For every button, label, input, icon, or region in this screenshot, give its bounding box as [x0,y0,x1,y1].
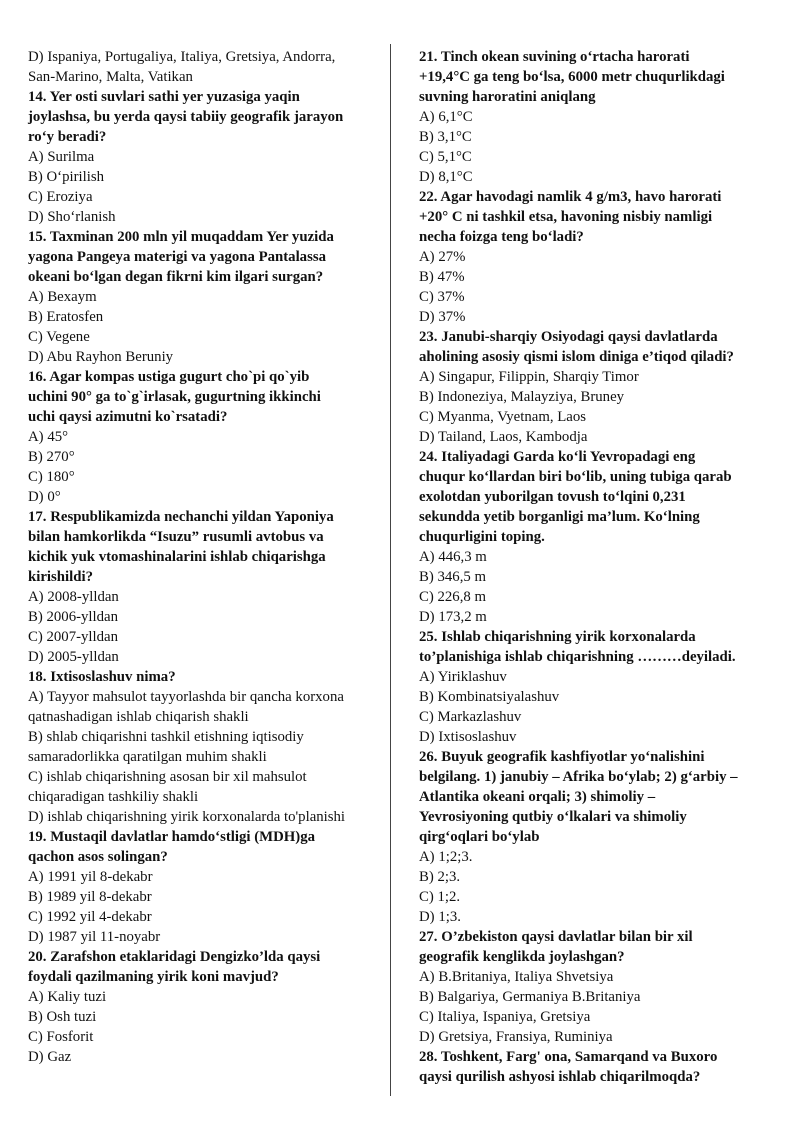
answer-option-line: D) Ixtisoslashuv [419,729,517,745]
answer-option-line: A) 45° [28,429,69,445]
answer-option-line: B) 2006-ylldan [28,609,119,625]
answer-option-line: C) Italiya, Ispaniya, Gretsiya [419,1009,591,1025]
answer-option-line: D) Abu Rayhon Beruniy [28,349,174,365]
answer-option-line: D) 1987 yil 11-noyabr [28,929,161,945]
answer-option-line: C) Markazlashuv [419,709,522,725]
question-text-line: +20° C ni tashkil etsa, havoning nisbiy namligi [419,209,713,225]
question-text-line: 27. O’zbekiston qaysi davlatlar bilan bir xil [419,929,693,945]
answer-option-line: D) Gaz [28,1049,72,1065]
question-text-line: kichik yuk vtomashinalarini ishlab chiqarishga [28,549,326,565]
question-text-line: +19,4°C ga teng bo‘lsa, 6000 metr chuqurlikdagi [419,69,725,85]
answer-option-line: D) 1;3. [419,909,461,925]
answer-option-line: D) 0° [28,489,61,505]
question-text-line: yagona Pangeya materigi va yagona Pantalassa [28,249,326,265]
question-text-line: okeani bo‘lgan degan fikrni kim ilgari surgan? [28,269,324,285]
answer-option-line: samaradorlikka qaratilgan muhim shakli [28,749,267,765]
answer-option-line: C) 37% [419,289,465,305]
question-text-line: 14. Yer osti suvlari sathi yer yuzasiga yaqin [28,89,300,105]
question-text-line: 15. Taxminan 200 mln yil muqaddam Yer yuzida [28,229,334,245]
answer-option-line: B) Eratosfen [28,309,104,325]
answer-option-line: A) Surilma [28,149,95,165]
answer-option-line: A) Tayyor mahsulot tayyorlashda bir qancha korxona [28,689,344,705]
answer-option-line: C) Eroziya [28,189,93,205]
question-text-line: uchini 90° ga to`g`irlasak, gugurtning ikkinchi [28,389,321,405]
answer-option-line: B) Balgariya, Germaniya B.Britaniya [419,989,641,1005]
answer-option-line: A) Yiriklashuv [419,669,507,685]
answer-option-line: D) Sho‘rlanish [28,209,116,225]
question-text-line: ro‘y beradi? [28,129,107,145]
question-text-line: necha foizga teng bo‘ladi? [419,229,584,245]
answer-option-line: A) 2008-ylldan [28,589,119,605]
answer-option-line: B) Kombinatsiyalashuv [419,689,560,705]
question-text-line: 25. Ishlab chiqarishning yirik korxonalarda [419,629,696,645]
answer-option-line: C) ishlab chiqarishning asosan bir xil mahsulot [28,769,307,785]
answer-option-line: C) Myanma, Vyetnam, Laos [419,409,586,425]
question-text-line: joylashsa, bu yerda qaysi tabiiy geografik jarayon [28,109,344,125]
question-text-line: 22. Agar havodagi namlik 4 g/m3, havo harorati [419,189,722,205]
question-text-line: 18. Ixtisoslashuv nima? [28,669,176,685]
answer-option-line: qatnashadigan ishlab chiqarish shakli [28,709,249,725]
question-text-line: 21. Tinch okean suvining o‘rtacha harorati [419,49,690,65]
answer-option-line: A) 6,1°C [419,109,473,125]
question-text-line: 28. Toshkent, Farg' ona, Samarqand va Buxoro [419,1049,718,1065]
question-text-line: foydali qazilmaning yirik koni mavjud? [28,969,279,985]
column-divider [390,44,391,1096]
answer-option-line: C) 1;2. [419,889,461,905]
answer-option-line: D) ishlab chiqarishning yirik korxonalarda to'planishi [28,809,346,825]
question-text-line: chuqur ko‘llardan biri bo‘lib, uning tubiga qarab [419,469,732,485]
question-text-line: 26. Buyuk geografik kashfiyotlar yo‘nalishini [419,749,705,765]
answer-option-line: B) Osh tuzi [28,1009,97,1025]
question-text-line: bilan hamkorlikda “Isuzu” rusumli avtobus va [28,529,324,545]
question-text-line: qaysi qurilish ashyosi ishlab chiqarilmoqda? [419,1069,701,1085]
answer-option-line: A) Bexaym [28,289,97,305]
question-text-line: qirg‘oqlari bo‘ylab [419,829,540,845]
question-text-line: 16. Agar kompas ustiga gugurt cho`pi qo`yib [28,369,310,385]
answer-option-line: B) shlab chiqarishni tashkil etishning iqtisodiy [28,729,304,745]
answer-option-line: B) 47% [419,269,465,285]
question-text-line: exolotdan yuborilgan tovush to‘lqini 0,231 [419,489,686,505]
question-text-line: geografik kenglikda joylashgan? [419,949,625,965]
answer-option-line: D) 2005-ylldan [28,649,119,665]
answer-option-line: C) 1992 yil 4-dekabr [28,909,152,925]
answer-option-line: D) 37% [419,309,466,325]
question-text-line: 17. Respublikamizda nechanchi yildan Yaponiya [28,509,334,525]
question-text-line: qachon asos solingan? [28,849,168,865]
answer-option-line: B) 3,1°C [419,129,472,145]
question-text-line: Yevrosiyoning qutbiy o‘lkalari va shimoliy [419,809,687,825]
answer-option-line: A) Singapur, Filippin, Sharqiy Timor [419,369,639,385]
question-text-line: 24. Italiyadagi Garda ko‘li Yevropadagi eng [419,449,696,465]
answer-option-line: D) Gretsiya, Fransiya, Ruminiya [419,1029,613,1045]
answer-option-line: San-Marino, Malta, Vatikan [28,69,193,85]
answer-option-line: B) O‘pirilish [28,169,105,185]
question-text-line: chuqurligini toping. [419,529,545,545]
answer-option-line: C) 2007-ylldan [28,629,119,645]
question-text-line: aholining asosiy qismi islom diniga e’tiqod qiladi? [419,349,734,365]
question-text-line: uchi qaysi azimutni ko`rsatadi? [28,409,228,425]
answer-option-line: A) 446,3 m [419,549,487,565]
answer-option-line: A) 1;2;3. [419,849,473,865]
answer-option-line: C) Vegene [28,329,90,345]
question-text-line: 20. Zarafshon etaklaridagi Dengizko’lda qaysi [28,949,321,965]
answer-option-line: C) Fosforit [28,1029,94,1045]
question-text-line: sekundda yetib borganligi ma’lum. Ko‘lning [419,509,700,525]
answer-option-line: B) Indoneziya, Malayziya, Bruney [419,389,625,405]
question-text-line: 19. Mustaqil davlatlar hamdo‘stligi (MDH)ga [28,829,316,845]
question-text-line: suvning haroratini aniqlang [419,89,596,105]
answer-option-line: D) 8,1°C [419,169,473,185]
answer-option-line: C) 180° [28,469,75,485]
answer-option-line: B) 346,5 m [419,569,486,585]
answer-option-line: B) 2;3. [419,869,461,885]
answer-option-line: A) 27% [419,249,466,265]
answer-option-line: D) 173,2 m [419,609,487,625]
question-text-line: 23. Janubi-sharqiy Osiyodagi qaysi davlatlarda [419,329,718,345]
answer-option-line: B) 270° [28,449,75,465]
question-text-line: to’planishiga ishlab chiqarishning ………deyiladi. [419,649,736,665]
question-text-line: kirishildi? [28,569,93,585]
question-text-line: Atlantika okeani orqali; 3) shimoliy – [419,789,656,805]
right-column [419,47,773,1087]
answer-option-line: D) Tailand, Laos, Kambodja [419,429,588,445]
answer-option-line: C) 226,8 m [419,589,486,605]
answer-option-line: C) 5,1°C [419,149,472,165]
answer-option-line: A) 1991 yil 8-dekabr [28,869,153,885]
answer-option-line: A) Kaliy tuzi [28,989,107,1005]
question-text-line: belgilang. 1) janubiy – Afrika bo‘ylab; 2) g‘arbiy – [419,769,738,785]
answer-option-line: D) Ispaniya, Portugaliya, Italiya, Gretsiya, Andorra, [28,49,336,65]
answer-option-line: A) B.Britaniya, Italiya Shvetsiya [419,969,614,985]
left-column [28,47,380,1067]
answer-option-line: B) 1989 yil 8-dekabr [28,889,152,905]
answer-option-line: chiqaradigan tashkiliy shakli [28,789,199,805]
